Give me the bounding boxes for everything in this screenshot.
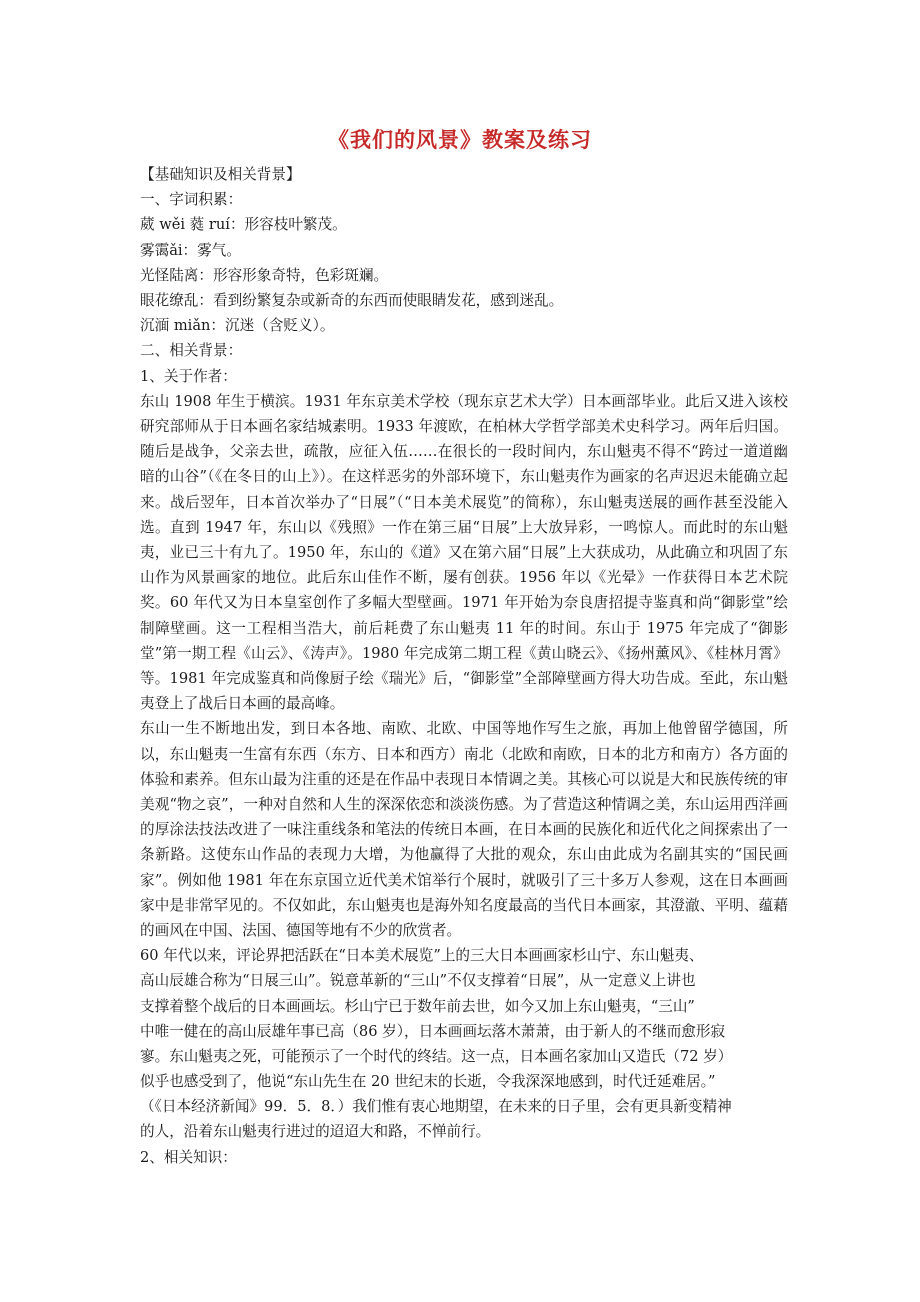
paragraph-3-line: 中唯一健在的高山辰雄年事已高（86 岁），日本画画坛落木萧萧，由于新人的不继而愈形寂 [140, 1022, 726, 1040]
document-body [140, 162, 788, 1170]
paragraph-3-line: 高山辰雄合称为“日展三山”。锐意革新的“三山”不仅支撑着“日展”，从一定意义上讲也 [140, 972, 696, 990]
sub1-heading: 1、关于作者： [140, 367, 237, 385]
part1-heading: 一、字词积累： [140, 191, 243, 209]
author-paragraph-2: 东山一生不断地出发，到日本各地、南欧、北欧、中国等地作写生之旅，再加上他曾留学德国，所以，东山魁夷一生富有东西（东方、日本和西方）南北（北欧和南欧，日本的北方和南方）各方面的体验和素养。但东山最为注重的还是在作品中表现日本情调之美。其核心可以说是大和民族传统的审美观“物之哀”，一种对自然和人生的深深依恋和淡淡伤感。为了营造这种情调之美，东山运用西洋画的厚涂法技法改进了一味注重线条和笔法的传统日本画，在日本画的民族化和近代化之间探索出了一条新路。这使东山作品的表现力大增，为他赢得了大批的观众，东山由此成为名副其实的“国民画家”。例如他 1981 年在东京国立近代美术馆举行个展时，就吸引了三十多万人参观，这在日本画画家中是非常罕见的。不仅如此，东山魁夷也是海外知名度最高的当代日本画家，其澄澈、平明、蕴藉的画风在中国、法国、德国等地有不少的欣赏者。 [140, 720, 788, 939]
vocab-item: 光怪陆离：形容形象奇特，色彩斑斓。 [140, 266, 389, 284]
vocab-item: 眼花缭乱：看到纷繁复杂或新奇的东西而使眼睛发花，感到迷乱。 [140, 291, 564, 309]
sub2-heading: 2、相关知识： [140, 1148, 237, 1166]
vocab-item: 雾霭ǎi：雾气。 [140, 241, 241, 259]
section-header: 【基础知识及相关背景】 [140, 166, 301, 183]
paragraph-3-line: 寥。东山魁夷之死，可能预示了一个时代的终结。这一点，日本画名家加山又造氏（72 岁） [140, 1047, 733, 1065]
author-paragraph-1: 东山 1908 年生于横滨。1931 年东京美术学校（现东京艺术大学）日本画部毕业。此后又进入该校研究部师从于日本画名家结城素明。1933 年渡欧，在柏林大学哲学部美术史科学习。两年后归国。随后是战争，父亲去世，疏散，应征入伍……在很长的一段时间内，东山魁夷不得不“跨过一道道幽暗的山谷”（《在冬日的山上》）。在这样恶劣的外部环境下，东山魁夷作为画家的名声迟迟未能确立起来。战后翌年，日本首次举办了“日展”（“日本美术展览”的简称），东山魁夷送展的画作甚至没能入选。直到 1947 年，东山以《残照》一作在第三届“日展”上大放异彩，一鸣惊人。而此时的东山魁夷，业已三十有九了。1950 年，东山的《道》又在第六届“日展”上大获成功，从此确立和巩固了东山作为风景画家的地位。此后东山佳作不断，屡有创获。1956 年以《光晕》一作获得日本艺术院奖。60 年代又为日本皇室创作了多幅大型壁画。1971 年开始为奈良唐招提寺鉴真和尚“御影堂”绘制障壁画。这一工程相当浩大，前后耗费了东山魁夷 11 年的时间。东山于 1975 年完成了“御影堂”第一期工程《山云》、《涛声》。1980 年完成第二期工程《黄山晓云》、《扬州薰风》、《桂林月霄》等。1981 年完成鉴真和尚像厨子绘《瑞光》后，“御影堂”全部障壁画方得大功告成。至此，东山魁夷登上了战后日本画的最高峰。 [140, 392, 788, 713]
paragraph-3-line: 的人，沿着东山魁夷行进过的迢迢大和路，不惮前行。 [140, 1123, 491, 1141]
paragraph-3-line: （《日本经济新闻》99．5．8．）我们惟有衷心地期望，在未来的日子里，会有更具新变精神 [140, 1098, 732, 1116]
paragraph-3-line: 60 年代以来，评论界把活跃在“日本美术展览”上的三大日本画画家杉山宁、东山魁夷、 [140, 947, 704, 965]
document-title: 《我们的风景》教案及练习 [328, 128, 592, 152]
vocab-item: 沉湎 miǎn：沉迷（含贬义）。 [140, 317, 335, 335]
part2-heading: 二、相关背景： [140, 342, 243, 360]
vocab-item: 葳 wěi 蕤 ruí：形容枝叶繁茂。 [140, 216, 347, 234]
paragraph-3-line: 支撑着整个战后的日本画画坛。杉山宁已于数年前去世，如今又加上东山魁夷，“三山” [140, 997, 695, 1015]
paragraph-3-line: 似乎也感受到了，他说“东山先生在 20 世纪末的长逝，令我深深地感到，时代迁延难居。” [140, 1073, 716, 1091]
